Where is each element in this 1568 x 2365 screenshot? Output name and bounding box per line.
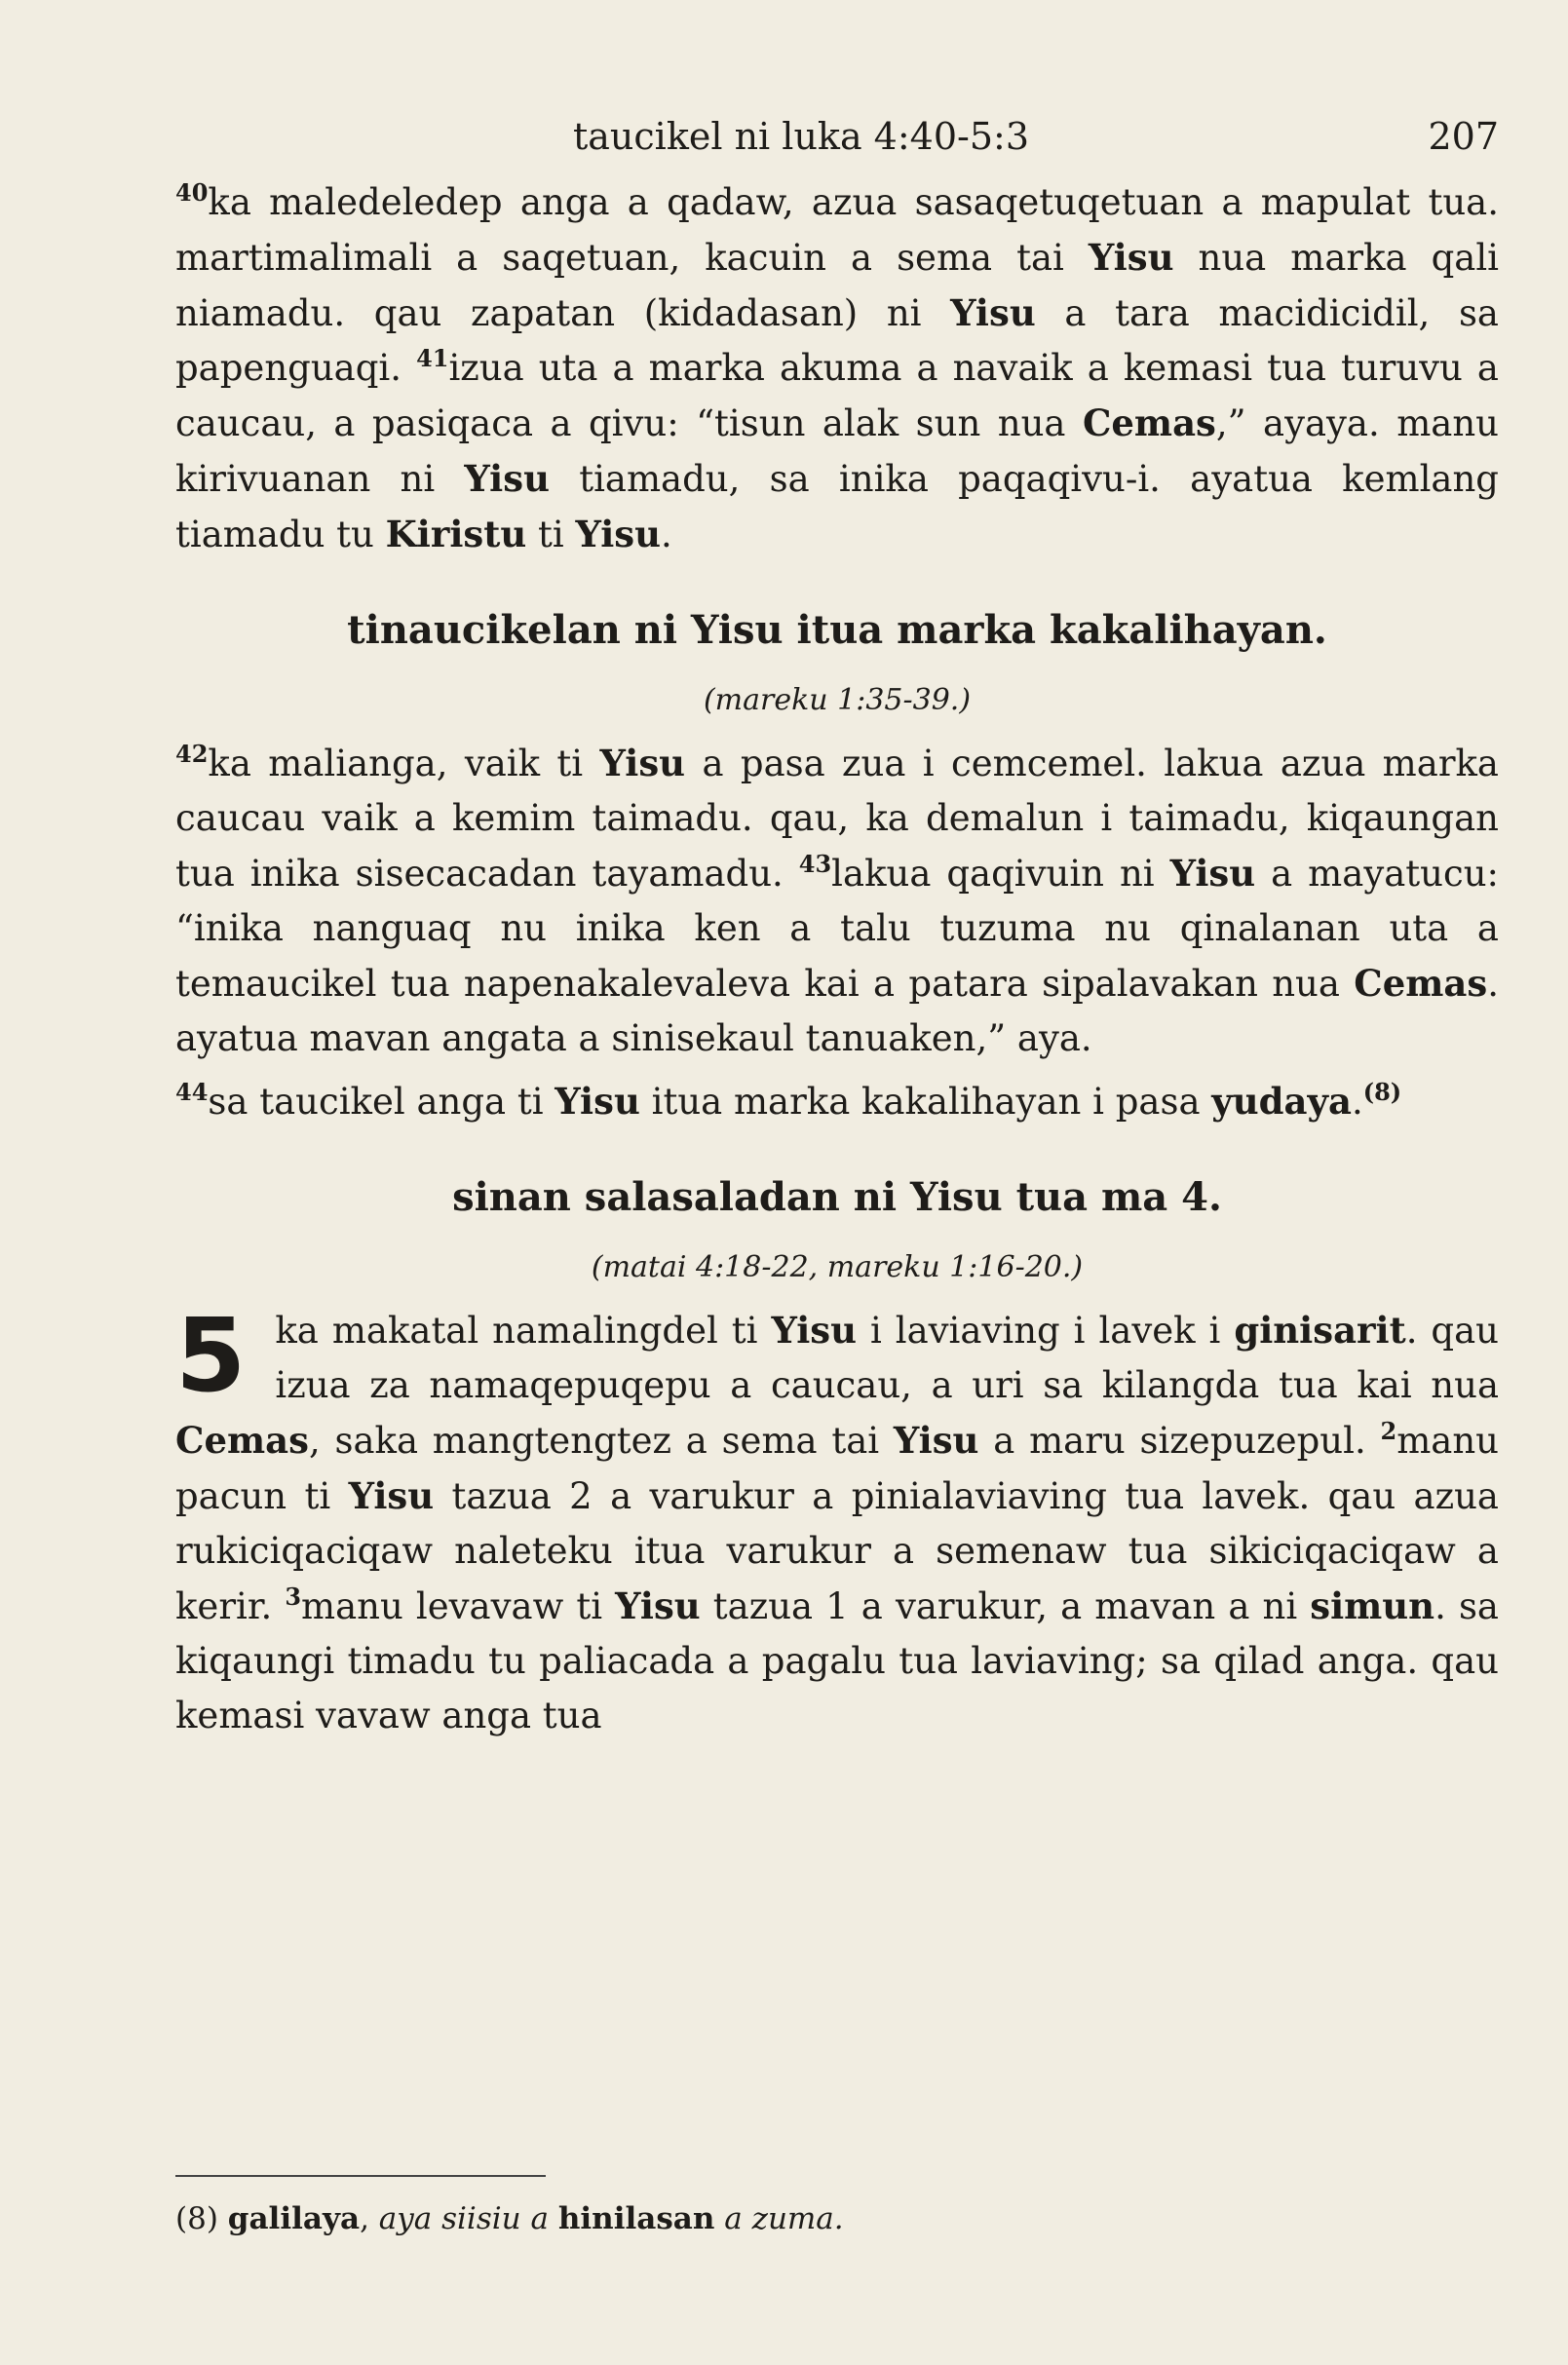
cross-reference: (matai 4:18-22, mareku 1:16-20.) bbox=[591, 1250, 1084, 1284]
verse-number: 3 bbox=[285, 1583, 302, 1611]
section-heading: tinaucikelan ni Yisu itua marka kakalihayan. bbox=[347, 607, 1327, 653]
page-number: 207 bbox=[1428, 115, 1499, 158]
footnote: (8) galilaya, aya siisiu a hinilasan a zuma. bbox=[175, 2201, 844, 2236]
chapter-paragraph: 5 ka makatal namalingdel ti Yisu i laviaving i lavek i ginisarit. qau izua za namaqepuqepu a caucau, a uri sa kilangda tua kai nua Cemas, saka mangtengtez a sema tai Yisu a maru sizepuzepul. $^2$manu pacun ti Yisu tazua 2 a varukur a pinialaviaving tua lavek. qau azua rukiciqaciqaw naleteku itua varukur a semenaw tua sikiciqaciqaw a kerir. $^3$manu levavaw ti Yisu tazua 1 a varukur, a mavan a ni simun. sa kiqaungi timadu tu paliacada a pagalu tua laviaving; sa qilad anga. qau kemasi vavaw anga tua bbox=[175, 1296, 1499, 1736]
verse-number: 43 bbox=[798, 850, 832, 878]
verse-number: 2 bbox=[1380, 1417, 1397, 1445]
verse-paragraph: $^{44}$sa taucikel anga ti Yisu itua marka kakalihayan i pasa yudaya.$^{(8)}$ bbox=[175, 1078, 1402, 1123]
chapter-number: 5 bbox=[175, 1296, 247, 1415]
footnote-divider bbox=[175, 2175, 546, 2177]
verse-number: 40 bbox=[175, 178, 209, 207]
page-body bbox=[175, 107, 1499, 1743]
verse-paragraph: $^{42}$ka malianga, vaik ti Yisu a pasa zua i cemcemel. lakua azua marka caucau vaik a kemim taimadu. qau, ka demalun i taimadu, kiqaungan tua inika sisecacadan tayamadu. $^{43}$lakua qaqivuin ni Yisu a mayatucu: “inika nanguaq nu inika ken a talu tuzuma nu qinalanan uta a temaucikel tua napenakalevaleva kai a patara sipalavakan nua Cemas. ayatua mavan angata a sinisekaul tanuaken,” aya. bbox=[175, 740, 1499, 1059]
verse-number: 42 bbox=[175, 740, 209, 768]
cross-reference: (mareku 1:35-39.) bbox=[703, 683, 972, 717]
verse-paragraph: $^{40}$ka maledeledep anga a qadaw, azua sasaqetuqetuan a mapulat tua. martimalimali a saqetuan, kacuin a sema tai Yisu nua marka qali niamadu. qau zapatan (kidadasan) ni Yisu a tara macidicidil, sa papenguaqi. $^{41}$izua uta a marka akuma a navaik a kemasi tua turuvu a caucau, a pasiqaca a qivu: “tisun alak sun nua Cemas,” ayaya. manu kirivuanan ni Yisu tiamadu, sa inika paqaqivu-i. ayatua kemlang tiamadu tu Kiristu ti Yisu. bbox=[175, 178, 1500, 555]
running-title: taucikel ni luka 4:40-5:3 bbox=[573, 115, 1030, 158]
footnote-marker: (8) bbox=[175, 2201, 218, 2236]
section-heading: sinan salasaladan ni Yisu tua ma 4. bbox=[452, 1174, 1222, 1220]
verse-number: 44 bbox=[175, 1078, 209, 1106]
verse-number: 41 bbox=[416, 344, 449, 372]
footnote-reference: (8) bbox=[1362, 1078, 1402, 1106]
page-header bbox=[175, 107, 1499, 175]
